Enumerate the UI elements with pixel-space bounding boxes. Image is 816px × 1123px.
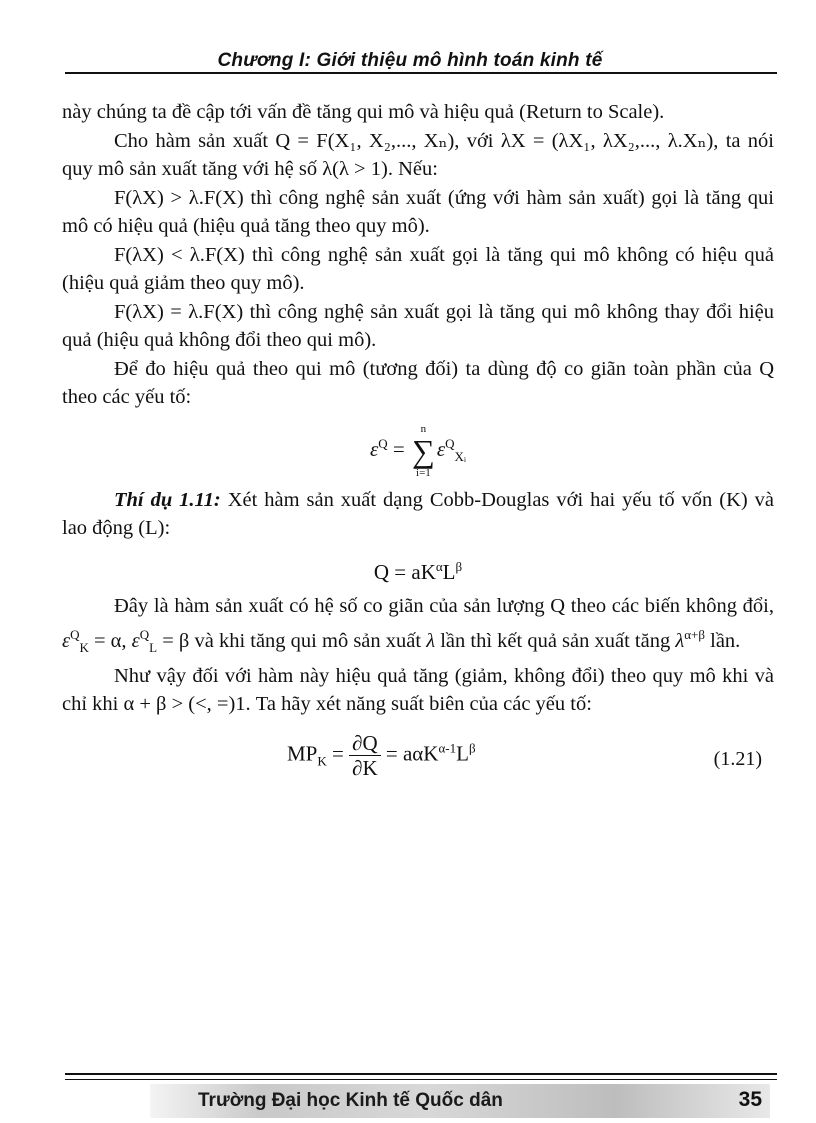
university-name: Trường Đại học Kinh tế Quốc dân bbox=[198, 1090, 503, 1111]
header-rule bbox=[65, 72, 777, 74]
cobb-douglas-formula: $Q = aK^\alpha L^\beta$ bbox=[373, 558, 463, 584]
summation-symbol: n ∑ i=1 bbox=[412, 422, 435, 479]
condition-decreasing: F(λX) < λ.F(X) thì công nghệ sản xuất gọi là tăng qui mô không có hiệu quả (hiệu quả giảm theo quy mô). bbox=[62, 243, 774, 294]
footer-rule-thin bbox=[65, 1079, 777, 1080]
paragraph: Như vậy đối với hàm này hiệu quả tăng (giảm, không đổi) theo quy mô khi và chỉ khi α + β > (<, =)1. Ta hãy xét năng suất biên của các yếu tố: bbox=[62, 664, 774, 716]
chapter-header: Chương I: Giới thiệu mô hình toán kinh tế bbox=[217, 50, 603, 71]
page-number: 35 bbox=[738, 1088, 762, 1111]
footer-band bbox=[150, 1084, 770, 1118]
condition-increasing: F(λX) > λ.F(X) thì công nghệ sản xuất (ứng với hàm sản xuất) gọi là tăng qui mô có hiệu quả (hiệu quả tăng theo quy mô). bbox=[62, 186, 774, 237]
condition-formula: F(λX) = λ.F(X) bbox=[114, 300, 244, 323]
condition-formula: F(λX) < λ.F(X) bbox=[114, 243, 245, 266]
condition-constant: F(λX) = λ.F(X) thì công nghệ sản xuất gọi là tăng qui mô không thay đổi hiệu quả (hiệu quả không đổi theo qui mô). bbox=[62, 300, 774, 351]
example-paragraph: Thí dụ 1.11: Xét hàm sản xuất dạng Cobb-Douglas với hai yếu tố vốn (K) và lao động (L): bbox=[62, 488, 774, 539]
paragraph: này chúng ta đề cập tới vấn đề tăng qui mô và hiệu quả (Return to Scale). bbox=[62, 101, 665, 123]
equation-number: (1.21) bbox=[713, 747, 762, 770]
page-body bbox=[62, 98, 774, 793]
partial-derivative-fraction: $\frac{\partial Q}{\partial K}$ bbox=[349, 731, 381, 780]
marginal-product-equation: $MP_K$ = $\frac{\partial Q}{\partial K}$ = $a\alpha K^{\alpha-1}L^\beta$ (1.21) bbox=[287, 730, 762, 780]
condition-formula: F(λX) > λ.F(X) bbox=[114, 186, 244, 209]
paragraph: Cho hàm sản xuất Q = F(X₁, X₂,..., Xₙ), với λX = (λX₁, λX₂,..., λ.Xₙ), ta nói quy mô sản xuất tăng với hệ số λ(λ > 1). Nếu: bbox=[62, 129, 774, 180]
example-label: Thí dụ 1.11: bbox=[114, 488, 221, 511]
paragraph: Đây là hàm sản xuất có hệ số co giãn của sản lượng Q theo các biến không đổi, $\varepsilon^Q_K = \alpha$, $\varepsilon^Q_L = \beta$ và khi tăng qui mô sản xuất λ lần thì kết quả sản xuất tăng $\lambda^{\alpha+\beta}$ lần. bbox=[62, 595, 774, 655]
footer-rule bbox=[65, 1073, 777, 1075]
elasticity-sum-formula: $\varepsilon^Q$ = n ∑ i=1 $\varepsilon^Q_{Xᵢ}$ bbox=[369, 422, 466, 479]
paragraph: Để đo hiệu quả theo qui mô (tương đối) ta dùng độ co giãn toàn phần của Q theo các yếu tố: bbox=[62, 357, 774, 408]
